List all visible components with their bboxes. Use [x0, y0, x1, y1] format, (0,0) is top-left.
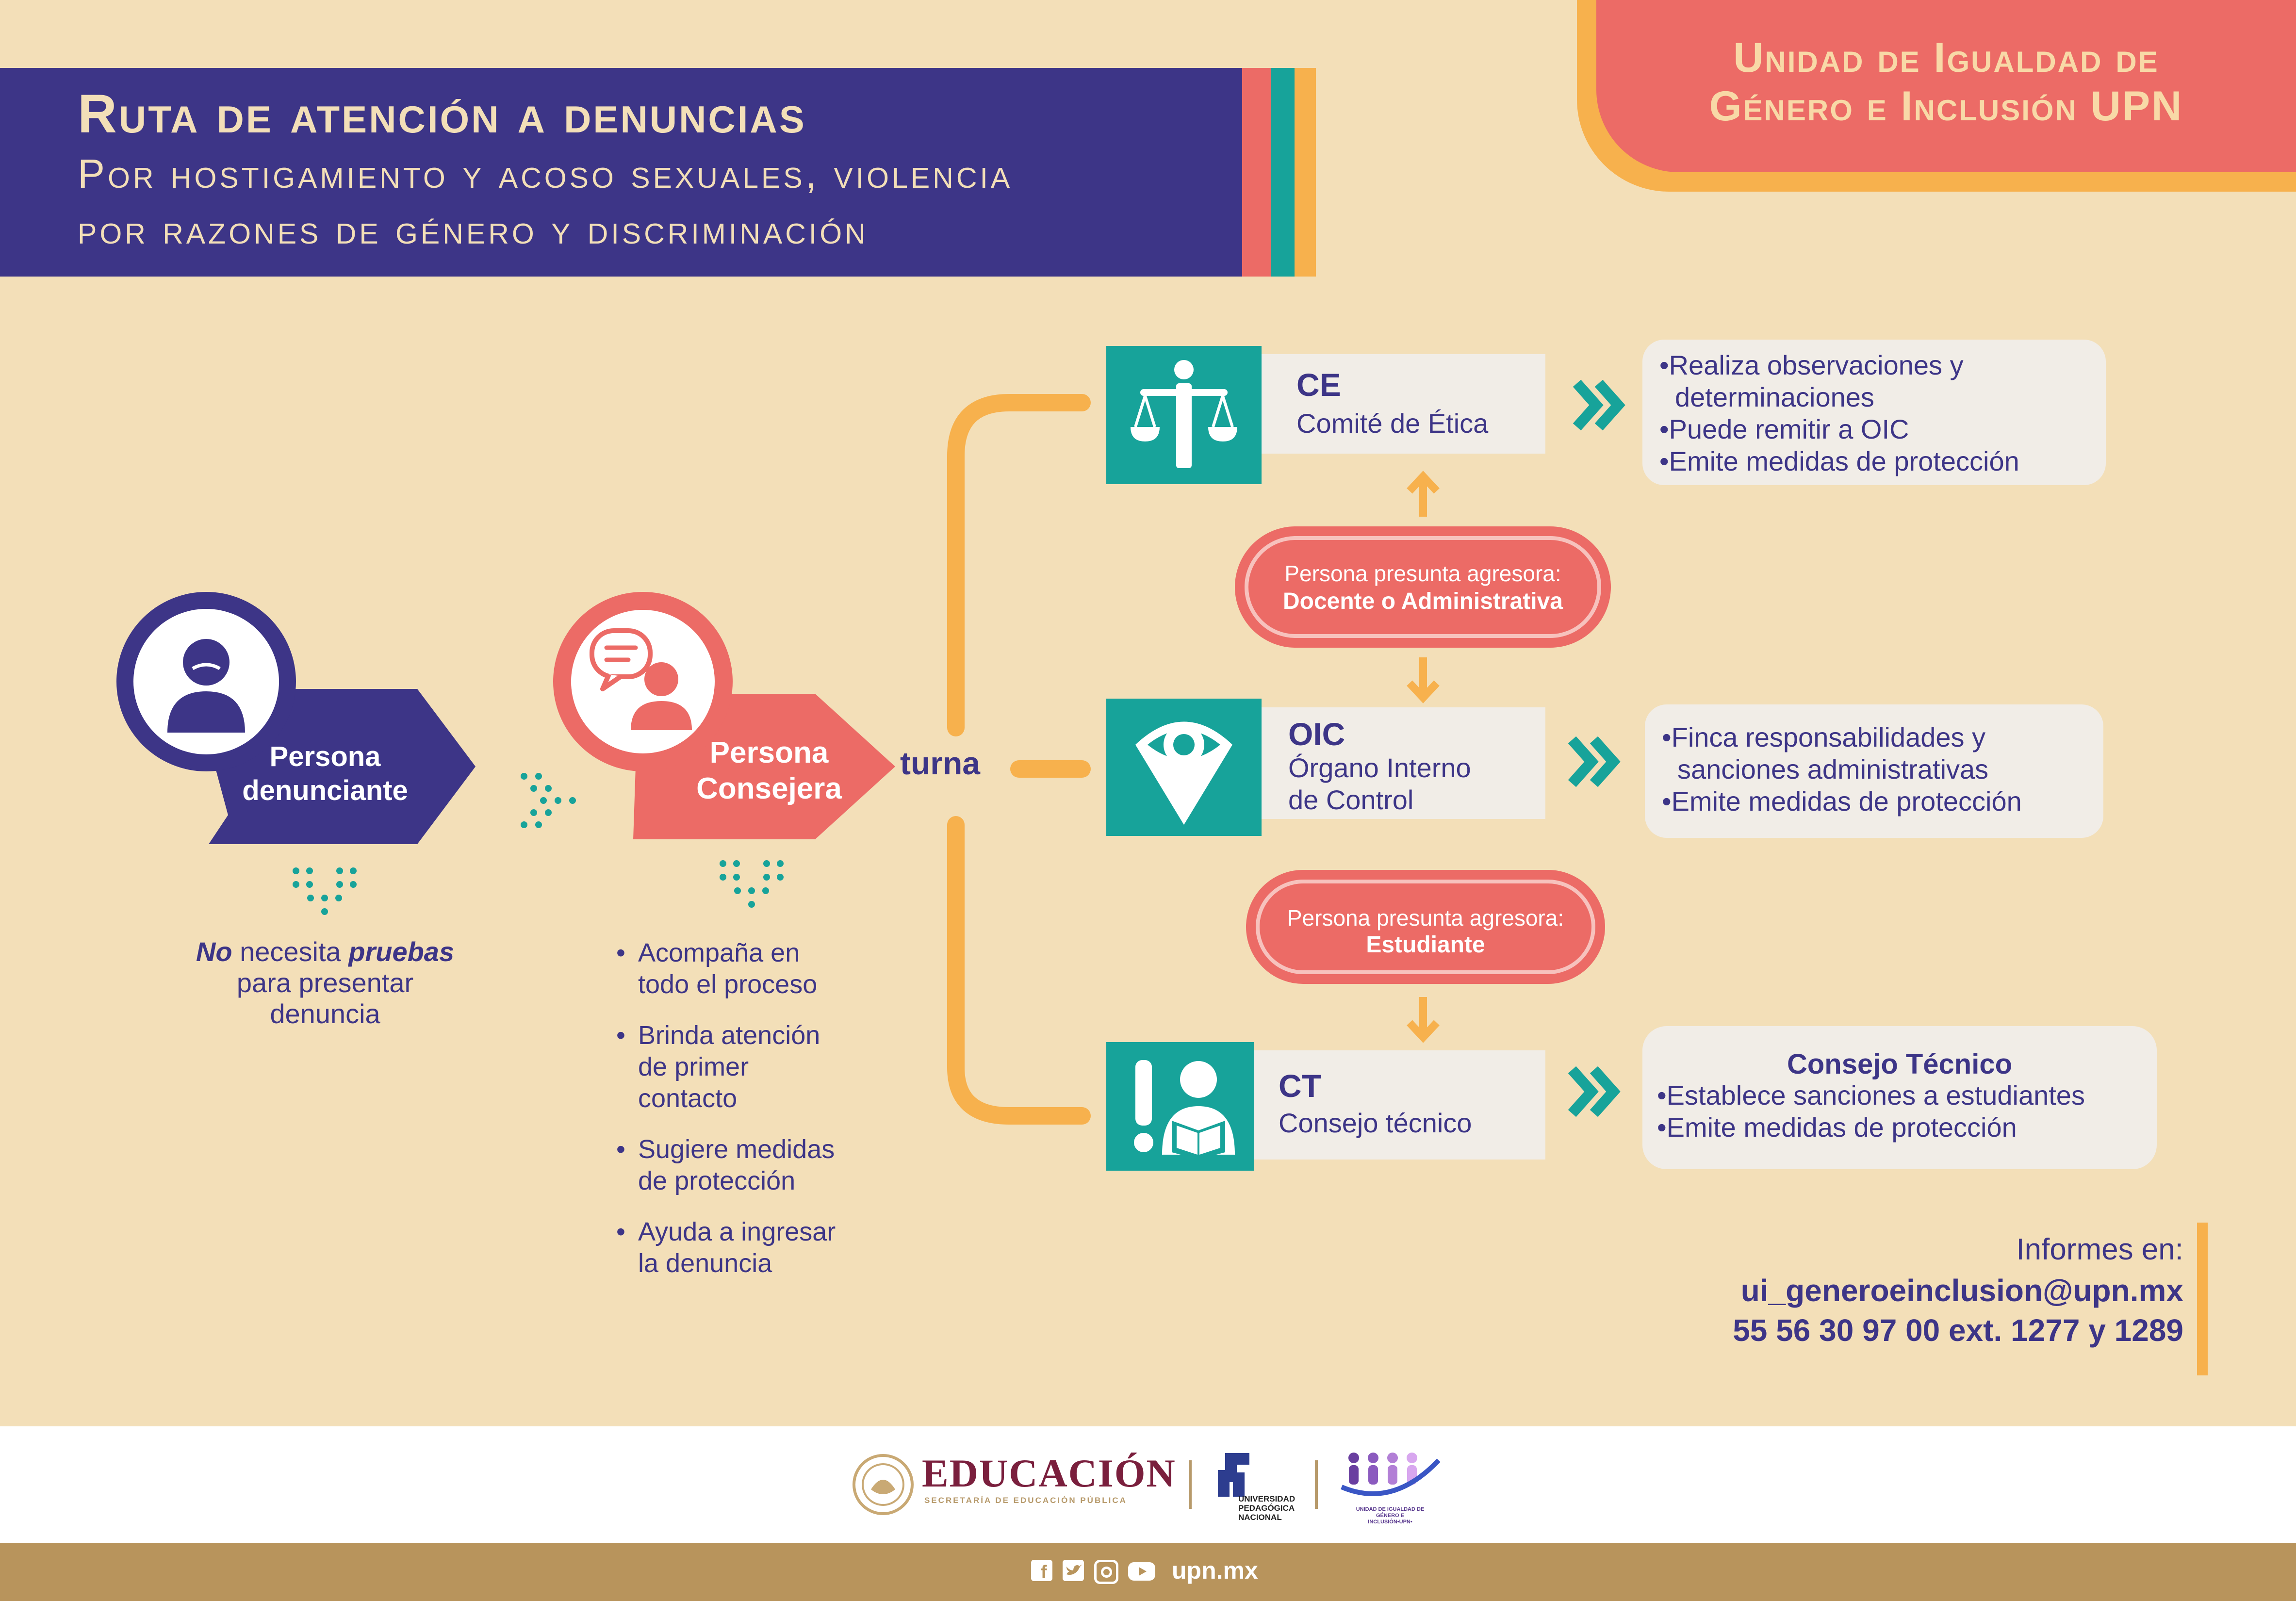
consejera-item-line: Acompaña en — [638, 938, 800, 967]
consejera-item-line: todo el proceso — [638, 970, 818, 999]
ce-desc-item: •Realiza observaciones y — [1659, 350, 1964, 380]
educacion-logo-text: EDUCACIÓN — [922, 1451, 1176, 1495]
consejera-item-line: contacto — [638, 1084, 738, 1113]
ct-desc-item: •Emite medidas de protección — [1657, 1112, 2017, 1143]
consejera-item-line: Ayuda a ingresar — [638, 1217, 836, 1246]
denunciante-label-line1: Persona — [269, 741, 381, 772]
student-reading-icon — [1126, 1058, 1242, 1155]
denunciante-label-line2: denunciante — [242, 775, 408, 806]
upn-logo-line1: UNIVERSIDAD — [1238, 1494, 1296, 1503]
facebook-icon[interactable]: f — [1031, 1560, 1052, 1581]
eye-location-icon — [1131, 706, 1237, 827]
consejera-label-line1: Persona — [709, 736, 829, 769]
chevron-right-icon — [1572, 378, 1625, 432]
consejera-item: • Ayuda a ingresar la denuncia — [616, 1216, 907, 1279]
unit-title-line2: Género e Inclusión UPN — [1709, 83, 2183, 130]
consejera-item: • Brinda atención de primer contacto — [616, 1020, 907, 1114]
upn-logo-line3: NACIONAL — [1238, 1513, 1282, 1522]
unit-logo-line1: UNIDAD DE IGUALDAD DE — [1356, 1506, 1425, 1512]
chevron-right-icon-3 — [1567, 1065, 1621, 1118]
note-line3: denuncia — [270, 998, 380, 1029]
oic-code: OIC — [1288, 716, 1345, 752]
ct-name: Consejo técnico — [1279, 1108, 1472, 1138]
ct-desc-title: Consejo Técnico — [1787, 1048, 2013, 1080]
agresora-value-1: Docente o Administrativa — [1282, 588, 1563, 614]
arrow-down-icon — [1404, 655, 1443, 703]
oic-name-line1: Órgano Interno — [1288, 752, 1471, 783]
denunciante-note — [160, 936, 490, 1029]
ct-desc-box — [1642, 1026, 2157, 1169]
oic-desc-box — [1645, 704, 2103, 838]
consejera-label — [672, 735, 866, 807]
contact-email[interactable]: ui_generoeinclusion@upn.mx — [1740, 1273, 2183, 1308]
page-subtitle-line1: Por hostigamiento y acoso sexuales, violencia — [78, 151, 1013, 196]
twitter-icon[interactable] — [1063, 1560, 1084, 1581]
consejera-item-line: de protección — [638, 1166, 796, 1195]
oic-desc-item: •Emite medidas de protección — [1662, 786, 2022, 817]
unit-logo-icon — [1339, 1451, 1441, 1504]
page-title: Ruta de atención a denuncias — [78, 83, 806, 144]
oic-desc-item-cont: sanciones administrativas — [1677, 754, 1989, 784]
ce-code: CE — [1296, 367, 1341, 403]
consejera-item-line: Brinda atención — [638, 1021, 820, 1050]
oic-name — [1288, 752, 1471, 816]
note-no: No — [196, 936, 232, 967]
ce-desc-item: •Puede remitir a OIC — [1659, 414, 1909, 444]
ce-desc-item-cont: determinaciones — [1675, 382, 1874, 412]
sep-logo-text: SECRETARÍA DE EDUCACIÓN PÚBLICA — [924, 1496, 1127, 1505]
consejera-item-line: Sugiere medidas — [638, 1135, 835, 1164]
oic-desc-item: •Finca responsabilidades y — [1662, 722, 1986, 752]
unit-logo-line2: GÉNERO E INCLUSIÓN•UPN• — [1368, 1513, 1412, 1525]
note-mid: necesita — [232, 936, 349, 967]
footer-divider — [1189, 1460, 1192, 1509]
note-pruebas: pruebas — [348, 936, 455, 967]
chevron-right-icon-2 — [1567, 735, 1621, 788]
consejera-item: • Acompaña en todo el proceso — [616, 937, 907, 1000]
upn-logo-text — [1238, 1494, 1295, 1522]
consejera-label-line2: Consejera — [696, 772, 842, 805]
arrow-down-icon-2 — [1404, 995, 1443, 1043]
consejera-item: • Sugiere medidas de protección — [616, 1134, 907, 1197]
agresora-label-2: Persona presunta agresora: — [1287, 905, 1564, 931]
page-subtitle-line2: por razones de género y discriminación — [78, 207, 869, 252]
contact-phone[interactable]: 55 56 30 97 00 ext. 1277 y 1289 — [1733, 1313, 2183, 1348]
note-line2: para presentar — [236, 967, 414, 998]
person-icon — [163, 636, 250, 733]
ce-desc-box — [1642, 340, 2106, 485]
ct-desc-item: •Establece sanciones a estudiantes — [1657, 1080, 2085, 1111]
ce-desc-item: •Emite medidas de protección — [1659, 446, 2019, 476]
consejera-item-line: de primer — [638, 1052, 749, 1081]
upn-logo-line2: PEDAGÓGICA — [1238, 1503, 1295, 1513]
oic-name-line2: de Control — [1288, 784, 1414, 815]
turna-label: turna — [900, 745, 980, 781]
mexico-seal-icon — [852, 1451, 915, 1519]
ct-code: CT — [1279, 1068, 1321, 1104]
unit-logo-text — [1354, 1506, 1427, 1525]
agresora-label-1: Persona presunta agresora: — [1284, 561, 1561, 586]
footer-divider-2 — [1315, 1460, 1318, 1509]
header-stripe-coral — [1242, 68, 1271, 277]
unit-title-line1: Unidad de Igualdad de — [1733, 34, 2159, 81]
contact-label: Informes en: — [2016, 1233, 2183, 1266]
consejera-item-line: la denuncia — [638, 1249, 772, 1278]
website-link[interactable]: upn.mx — [1172, 1557, 1258, 1584]
consejera-list — [616, 937, 907, 1279]
contact-accent-bar — [2197, 1223, 2208, 1375]
youtube-icon[interactable] — [1128, 1562, 1155, 1581]
scales-icon — [1126, 359, 1242, 471]
agresora-value-2: Estudiante — [1366, 932, 1485, 958]
ce-name: Comité de Ética — [1296, 408, 1489, 439]
dots-arrow-down-icon — [291, 866, 359, 919]
arrow-up-icon — [1404, 471, 1443, 519]
flow-bracket — [946, 388, 1101, 1135]
instagram-icon[interactable] — [1094, 1560, 1118, 1584]
ct-box — [1252, 1050, 1545, 1160]
header-stripe-orange — [1295, 68, 1316, 277]
counselor-chat-icon — [582, 626, 704, 737]
upn-logo-icon — [1215, 1451, 1254, 1499]
denunciante-label — [223, 740, 427, 808]
dots-arrow-down-icon-2 — [718, 859, 786, 912]
agresora-pill-1 — [1235, 526, 1611, 648]
